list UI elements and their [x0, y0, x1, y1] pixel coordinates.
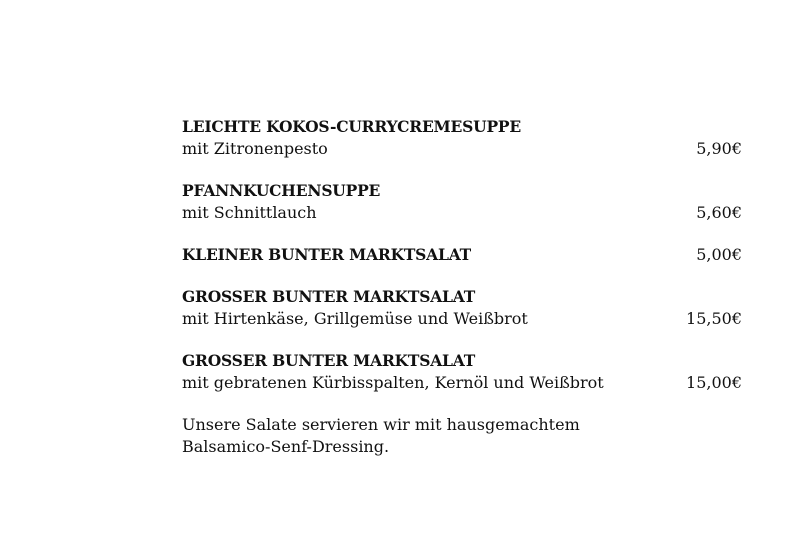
menu-item-title-row: [182, 350, 742, 372]
salad-dressing-note: [182, 414, 742, 458]
menu-item-price: 15,50€: [686, 309, 742, 328]
menu-item-detail-row: [182, 372, 742, 394]
menu-item-title: KLEINER BUNTER MARKTSALAT: [182, 245, 472, 264]
menu-item-description: mit Zitronenpesto: [182, 139, 328, 158]
menu-item-price: 5,90€: [696, 139, 742, 158]
menu-item-description: mit Schnittlauch: [182, 203, 317, 222]
menu-item-title-row: [182, 116, 742, 138]
menu-item-price: 15,00€: [686, 373, 742, 392]
menu-item-small-market-salad: [182, 244, 742, 266]
menu-item-title: GROSSER BUNTER MARKTSALAT: [182, 351, 476, 370]
menu-item-coconut-curry-soup: [182, 116, 742, 160]
menu-item-title: GROSSER BUNTER MARKTSALAT: [182, 287, 476, 306]
menu-item-title: PFANNKUCHENSUPPE: [182, 181, 381, 200]
menu-item-large-market-salad-feta: [182, 286, 742, 330]
menu-card: [182, 116, 742, 458]
menu-item-price: 5,00€: [696, 245, 742, 264]
menu-item-detail-row: [182, 308, 742, 330]
menu-item-price: 5,60€: [696, 203, 742, 222]
menu-item-detail-row: [182, 202, 742, 224]
menu-item-title-row: [182, 244, 742, 266]
menu-item-description: mit Hirtenkäse, Grillgemüse und Weißbrot: [182, 309, 528, 328]
menu-item-title-row: [182, 180, 742, 202]
menu-item-title-row: [182, 286, 742, 308]
menu-item-detail-row: [182, 138, 742, 160]
menu-item-description: mit gebratenen Kürbisspalten, Kernöl und Weißbrot: [182, 373, 604, 392]
menu-item-large-market-salad-pumpkin: [182, 350, 742, 394]
note-line-1: Unsere Salate servieren wir mit hausgemachtem: [182, 415, 580, 434]
note-line-2: Balsamico-Senf-Dressing.: [182, 437, 390, 456]
menu-item-pancake-soup: [182, 180, 742, 224]
menu-item-title: LEICHTE KOKOS-CURRYCREMESUPPE: [182, 117, 521, 136]
